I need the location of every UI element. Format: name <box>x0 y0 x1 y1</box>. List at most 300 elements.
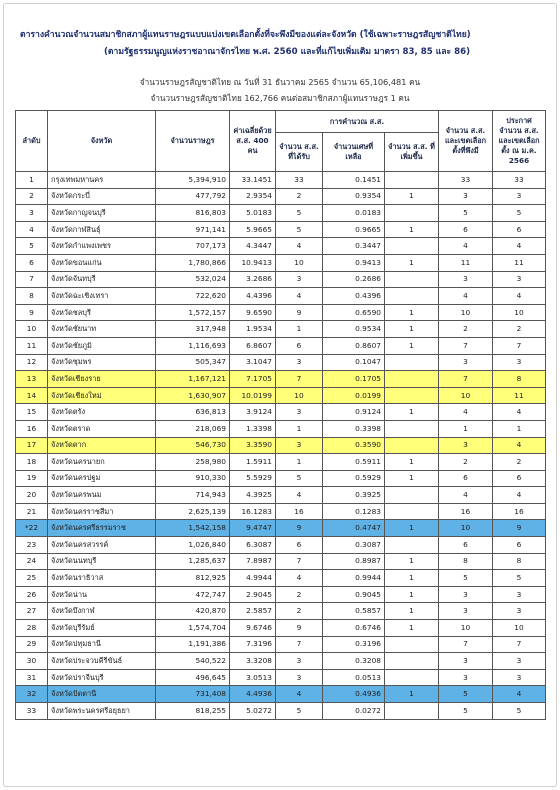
cell-extra <box>385 703 439 720</box>
cell-no: 4 <box>16 221 48 238</box>
cell-population: 477,792 <box>156 188 230 205</box>
cell-remainder: 0.1705 <box>323 371 385 388</box>
cell-avg: 1.5911 <box>230 454 276 471</box>
cell-seats: 3 <box>276 669 323 686</box>
cell-population: 1,542,158 <box>156 520 230 537</box>
cell-extra: 1 <box>385 603 439 620</box>
cell-population: 1,630,907 <box>156 387 230 404</box>
cell-extra <box>385 387 439 404</box>
cell-population: 971,141 <box>156 221 230 238</box>
cell-districts: 10 <box>439 387 493 404</box>
cell-districts: 10 <box>439 304 493 321</box>
cell-seats: 4 <box>276 487 323 504</box>
cell-avg: 7.8987 <box>230 553 276 570</box>
cell-seats: 2 <box>276 603 323 620</box>
cell-avg: 3.1047 <box>230 354 276 371</box>
cell-province: จังหวัดนครปฐม <box>48 470 156 487</box>
cell-extra <box>385 238 439 255</box>
cell-districts: 6 <box>439 537 493 554</box>
cell-districts: 4 <box>439 288 493 305</box>
cell-announced: 6 <box>493 537 546 554</box>
cell-districts: 3 <box>439 188 493 205</box>
cell-announced: 9 <box>493 520 546 537</box>
cell-no: 2 <box>16 188 48 205</box>
cell-avg: 5.9665 <box>230 221 276 238</box>
cell-seats: 4 <box>276 686 323 703</box>
cell-province: จังหวัดนครราชสีมา <box>48 503 156 520</box>
cell-districts: 3 <box>439 271 493 288</box>
table-row <box>16 337 546 354</box>
table-row <box>16 553 546 570</box>
table-row <box>16 238 546 255</box>
cell-seats: 3 <box>276 437 323 454</box>
header-seats: จำนวน ส.ส. ที่ได้รับ <box>276 133 323 172</box>
cell-seats: 9 <box>276 620 323 637</box>
cell-no: 25 <box>16 570 48 587</box>
table-row <box>16 354 546 371</box>
cell-extra <box>385 537 439 554</box>
header-remainder: จำนวนเศษที่เหลือ <box>323 133 385 172</box>
cell-seats: 5 <box>276 703 323 720</box>
cell-announced: 3 <box>493 586 546 603</box>
table-row <box>16 703 546 720</box>
cell-province: จังหวัดปัตตานี <box>48 686 156 703</box>
cell-province: จังหวัดนนทบุรี <box>48 553 156 570</box>
cell-extra <box>385 172 439 189</box>
cell-extra <box>385 354 439 371</box>
cell-population: 1,572,157 <box>156 304 230 321</box>
cell-avg: 7.3196 <box>230 636 276 653</box>
info-line-2: จำนวนราษฎรสัญชาติไทย 162,766 คนต่อสมาชิกสภาผู้แทนราษฎร 1 คน <box>150 93 410 103</box>
cell-avg: 4.3447 <box>230 238 276 255</box>
table-row <box>16 404 546 421</box>
cell-avg: 2.9354 <box>230 188 276 205</box>
cell-seats: 9 <box>276 304 323 321</box>
cell-no: 1 <box>16 172 48 189</box>
table-row <box>16 537 546 554</box>
cell-extra <box>385 636 439 653</box>
cell-province: จังหวัดนราธิวาส <box>48 570 156 587</box>
cell-population: 472,747 <box>156 586 230 603</box>
cell-avg: 3.0513 <box>230 669 276 686</box>
header-extra: จำนวน ส.ส. ที่เพิ่มขึ้น <box>385 133 439 172</box>
table-row <box>16 653 546 670</box>
cell-seats: 3 <box>276 354 323 371</box>
cell-population: 1,780,866 <box>156 254 230 271</box>
table-row <box>16 620 546 637</box>
cell-districts: 2 <box>439 321 493 338</box>
cell-avg: 6.8607 <box>230 337 276 354</box>
cell-districts: 7 <box>439 636 493 653</box>
table-row <box>16 586 546 603</box>
cell-districts: 5 <box>439 570 493 587</box>
cell-districts: 2 <box>439 454 493 471</box>
cell-districts: 7 <box>439 337 493 354</box>
cell-districts: 8 <box>439 553 493 570</box>
cell-districts: 3 <box>439 437 493 454</box>
cell-avg: 3.9124 <box>230 404 276 421</box>
cell-announced: 3 <box>493 188 546 205</box>
cell-population: 2,625,139 <box>156 503 230 520</box>
cell-population: 1,574,704 <box>156 620 230 637</box>
cell-announced: 16 <box>493 503 546 520</box>
cell-announced: 2 <box>493 454 546 471</box>
cell-remainder: 0.9413 <box>323 254 385 271</box>
title-line-2: (ตามรัฐธรรมนูญแห่งราชอาณาจักรไทย พ.ศ. 2560 และที่แก้ไขเพิ่มเติม มาตรา 83, 85 และ 86) <box>104 47 471 57</box>
cell-seats: 2 <box>276 188 323 205</box>
cell-announced: 3 <box>493 669 546 686</box>
cell-population: 816,803 <box>156 205 230 222</box>
cell-avg: 33.1451 <box>230 172 276 189</box>
cell-extra <box>385 669 439 686</box>
table-row <box>16 603 546 620</box>
cell-extra: 1 <box>385 321 439 338</box>
cell-remainder: 0.1451 <box>323 172 385 189</box>
cell-districts: 6 <box>439 221 493 238</box>
table-row <box>16 221 546 238</box>
cell-no: 32 <box>16 686 48 703</box>
cell-announced: 1 <box>493 420 546 437</box>
cell-seats: 3 <box>276 271 323 288</box>
cell-province: จังหวัดปราจีนบุรี <box>48 669 156 686</box>
cell-announced: 10 <box>493 620 546 637</box>
table-row <box>16 470 546 487</box>
cell-avg: 4.4936 <box>230 686 276 703</box>
cell-remainder: 0.4936 <box>323 686 385 703</box>
cell-extra: 1 <box>385 404 439 421</box>
table-body <box>16 172 546 720</box>
header-calc-group: การคำนวณ ส.ส. <box>276 111 439 133</box>
cell-no: 7 <box>16 271 48 288</box>
cell-province: จังหวัดจันทบุรี <box>48 271 156 288</box>
table-row <box>16 570 546 587</box>
cell-seats: 3 <box>276 653 323 670</box>
cell-districts: 3 <box>439 586 493 603</box>
cell-province: จังหวัดเชียงราย <box>48 371 156 388</box>
cell-province: จังหวัดชุมพร <box>48 354 156 371</box>
cell-province: จังหวัดขอนแก่น <box>48 254 156 271</box>
cell-no: 15 <box>16 404 48 421</box>
cell-announced: 8 <box>493 371 546 388</box>
cell-extra: 1 <box>385 254 439 271</box>
cell-remainder: 0.3447 <box>323 238 385 255</box>
document-title <box>20 27 545 61</box>
cell-extra <box>385 371 439 388</box>
cell-announced: 7 <box>493 337 546 354</box>
cell-remainder: 0.9534 <box>323 321 385 338</box>
cell-population: 722,620 <box>156 288 230 305</box>
cell-no: 3 <box>16 205 48 222</box>
cell-avg: 2.5857 <box>230 603 276 620</box>
cell-population: 910,330 <box>156 470 230 487</box>
cell-announced: 4 <box>493 288 546 305</box>
cell-remainder: 0.3925 <box>323 487 385 504</box>
cell-extra: 1 <box>385 470 439 487</box>
cell-population: 258,980 <box>156 454 230 471</box>
cell-no: 31 <box>16 669 48 686</box>
cell-no: 8 <box>16 288 48 305</box>
cell-seats: 5 <box>276 221 323 238</box>
cell-province: จังหวัดปทุมธานี <box>48 636 156 653</box>
cell-no: 16 <box>16 420 48 437</box>
header-province: จังหวัด <box>48 111 156 172</box>
table-row <box>16 503 546 520</box>
cell-no: *22 <box>16 520 48 537</box>
cell-announced: 7 <box>493 636 546 653</box>
cell-announced: 5 <box>493 570 546 587</box>
cell-announced: 11 <box>493 254 546 271</box>
cell-province: จังหวัดชัยนาท <box>48 321 156 338</box>
cell-no: 11 <box>16 337 48 354</box>
cell-announced: 4 <box>493 238 546 255</box>
cell-province: จังหวัดนครศรีธรรมราช <box>48 520 156 537</box>
cell-province: จังหวัดกระบี่ <box>48 188 156 205</box>
cell-population: 5,394,910 <box>156 172 230 189</box>
cell-population: 812,925 <box>156 570 230 587</box>
cell-province: จังหวัดตรัง <box>48 404 156 421</box>
cell-districts: 7 <box>439 371 493 388</box>
table-row <box>16 271 546 288</box>
cell-province: จังหวัดตราด <box>48 420 156 437</box>
table-row <box>16 371 546 388</box>
cell-seats: 6 <box>276 537 323 554</box>
cell-extra: 1 <box>385 337 439 354</box>
cell-remainder: 0.9045 <box>323 586 385 603</box>
cell-remainder: 0.0272 <box>323 703 385 720</box>
cell-districts: 5 <box>439 205 493 222</box>
header-no: ลำดับ <box>16 111 48 172</box>
cell-remainder: 0.0513 <box>323 669 385 686</box>
cell-population: 1,285,637 <box>156 553 230 570</box>
cell-extra: 1 <box>385 304 439 321</box>
table-row <box>16 437 546 454</box>
cell-seats: 1 <box>276 420 323 437</box>
cell-announced: 3 <box>493 603 546 620</box>
table-row <box>16 321 546 338</box>
cell-no: 21 <box>16 503 48 520</box>
cell-extra: 1 <box>385 553 439 570</box>
cell-no: 27 <box>16 603 48 620</box>
cell-avg: 5.0183 <box>230 205 276 222</box>
cell-avg: 4.9944 <box>230 570 276 587</box>
table-row <box>16 636 546 653</box>
header-announced: ประกาศ จำนวน ส.ส. และเขตเลือกตั้ง ณ ม.ค. 2566 <box>493 111 546 172</box>
cell-seats: 4 <box>276 570 323 587</box>
table-row <box>16 669 546 686</box>
cell-province: จังหวัดประจวบคีรีขันธ์ <box>48 653 156 670</box>
cell-no: 13 <box>16 371 48 388</box>
cell-avg: 9.6746 <box>230 620 276 637</box>
cell-avg: 6.3087 <box>230 537 276 554</box>
cell-no: 33 <box>16 703 48 720</box>
cell-extra <box>385 205 439 222</box>
cell-avg: 1.9534 <box>230 321 276 338</box>
cell-seats: 4 <box>276 238 323 255</box>
cell-no: 14 <box>16 387 48 404</box>
cell-extra: 1 <box>385 188 439 205</box>
table-row <box>16 172 546 189</box>
cell-population: 1,026,840 <box>156 537 230 554</box>
cell-population: 1,167,121 <box>156 371 230 388</box>
cell-districts: 3 <box>439 669 493 686</box>
cell-seats: 3 <box>276 404 323 421</box>
cell-population: 818,255 <box>156 703 230 720</box>
cell-province: จังหวัดกาฬสินธุ์ <box>48 221 156 238</box>
cell-announced: 6 <box>493 221 546 238</box>
cell-remainder: 0.3590 <box>323 437 385 454</box>
cell-remainder: 0.4396 <box>323 288 385 305</box>
cell-seats: 4 <box>276 288 323 305</box>
cell-extra <box>385 288 439 305</box>
cell-announced: 4 <box>493 404 546 421</box>
cell-extra <box>385 503 439 520</box>
cell-no: 17 <box>16 437 48 454</box>
cell-announced: 8 <box>493 553 546 570</box>
header-avg: ค่าเฉลี่ยด้วย ส.ส. 400 คน <box>230 111 276 172</box>
cell-no: 19 <box>16 470 48 487</box>
table-row <box>16 254 546 271</box>
cell-districts: 10 <box>439 520 493 537</box>
cell-announced: 4 <box>493 487 546 504</box>
cell-province: จังหวัดน่าน <box>48 586 156 603</box>
cell-districts: 4 <box>439 238 493 255</box>
cell-remainder: 0.9944 <box>323 570 385 587</box>
cell-province: จังหวัดบุรีรัมย์ <box>48 620 156 637</box>
cell-seats: 10 <box>276 254 323 271</box>
cell-seats: 6 <box>276 337 323 354</box>
cell-province: จังหวัดบึงกาฬ <box>48 603 156 620</box>
cell-avg: 3.3208 <box>230 653 276 670</box>
cell-avg: 10.0199 <box>230 387 276 404</box>
cell-announced: 3 <box>493 354 546 371</box>
cell-avg: 9.6590 <box>230 304 276 321</box>
cell-remainder: 0.5857 <box>323 603 385 620</box>
table-row <box>16 387 546 404</box>
cell-avg: 5.0272 <box>230 703 276 720</box>
cell-seats: 7 <box>276 636 323 653</box>
cell-districts: 4 <box>439 404 493 421</box>
cell-remainder: 0.0199 <box>323 387 385 404</box>
cell-extra <box>385 271 439 288</box>
cell-remainder: 0.3398 <box>323 420 385 437</box>
cell-province: จังหวัดนครสวรรค์ <box>48 537 156 554</box>
cell-population: 532,024 <box>156 271 230 288</box>
cell-announced: 6 <box>493 470 546 487</box>
table-row <box>16 304 546 321</box>
cell-announced: 3 <box>493 271 546 288</box>
cell-population: 317,948 <box>156 321 230 338</box>
cell-seats: 5 <box>276 205 323 222</box>
cell-extra: 1 <box>385 520 439 537</box>
cell-no: 12 <box>16 354 48 371</box>
cell-remainder: 0.5929 <box>323 470 385 487</box>
cell-province: จังหวัดชลบุรี <box>48 304 156 321</box>
cell-population: 218,069 <box>156 420 230 437</box>
cell-population: 731,408 <box>156 686 230 703</box>
cell-avg: 3.2686 <box>230 271 276 288</box>
cell-extra: 1 <box>385 620 439 637</box>
cell-seats: 5 <box>276 470 323 487</box>
cell-population: 496,645 <box>156 669 230 686</box>
cell-districts: 6 <box>439 470 493 487</box>
cell-extra: 1 <box>385 686 439 703</box>
cell-no: 6 <box>16 254 48 271</box>
cell-seats: 10 <box>276 387 323 404</box>
cell-remainder: 0.5911 <box>323 454 385 471</box>
cell-avg: 10.9413 <box>230 254 276 271</box>
table-row <box>16 487 546 504</box>
cell-districts: 3 <box>439 653 493 670</box>
cell-remainder: 0.1047 <box>323 354 385 371</box>
cell-province: จังหวัดเชียงใหม่ <box>48 387 156 404</box>
cell-remainder: 0.8607 <box>323 337 385 354</box>
cell-population: 1,116,693 <box>156 337 230 354</box>
cell-announced: 5 <box>493 703 546 720</box>
cell-avg: 4.3925 <box>230 487 276 504</box>
cell-avg: 3.3590 <box>230 437 276 454</box>
cell-seats: 2 <box>276 586 323 603</box>
cell-province: จังหวัดนครพนม <box>48 487 156 504</box>
cell-province: จังหวัดฉะเชิงเทรา <box>48 288 156 305</box>
info-line-1: จำนวนราษฎรสัญชาติไทย ณ วันที่ 31 ธันวาคม 2565 จำนวน 65,106,481 คน <box>139 77 421 87</box>
cell-population: 1,191,386 <box>156 636 230 653</box>
cell-no: 20 <box>16 487 48 504</box>
cell-districts: 4 <box>439 487 493 504</box>
cell-no: 30 <box>16 653 48 670</box>
cell-districts: 3 <box>439 603 493 620</box>
cell-no: 10 <box>16 321 48 338</box>
cell-no: 23 <box>16 537 48 554</box>
cell-province: จังหวัดตาก <box>48 437 156 454</box>
cell-province: จังหวัดพระนครศรีอยุธยา <box>48 703 156 720</box>
cell-extra: 1 <box>385 586 439 603</box>
cell-districts: 1 <box>439 420 493 437</box>
cell-seats: 9 <box>276 520 323 537</box>
cell-avg: 9.4747 <box>230 520 276 537</box>
cell-avg: 2.9045 <box>230 586 276 603</box>
seat-allocation-table <box>15 110 546 720</box>
header-population: จำนวนราษฎร <box>156 111 230 172</box>
cell-no: 18 <box>16 454 48 471</box>
cell-extra <box>385 487 439 504</box>
cell-extra: 1 <box>385 570 439 587</box>
cell-seats: 1 <box>276 454 323 471</box>
cell-population: 505,347 <box>156 354 230 371</box>
cell-remainder: 0.6746 <box>323 620 385 637</box>
cell-remainder: 0.2686 <box>323 271 385 288</box>
cell-districts: 5 <box>439 703 493 720</box>
cell-districts: 11 <box>439 254 493 271</box>
cell-extra: 1 <box>385 454 439 471</box>
cell-remainder: 0.9665 <box>323 221 385 238</box>
table-row <box>16 420 546 437</box>
cell-districts: 33 <box>439 172 493 189</box>
cell-population: 420,870 <box>156 603 230 620</box>
cell-extra <box>385 420 439 437</box>
header-districts: จำนวน ส.ส. และเขตเลือกตั้งที่พึงมี <box>439 111 493 172</box>
cell-announced: 2 <box>493 321 546 338</box>
cell-remainder: 0.0183 <box>323 205 385 222</box>
cell-remainder: 0.4747 <box>323 520 385 537</box>
cell-province: กรุงเทพมหานคร <box>48 172 156 189</box>
cell-avg: 16.1283 <box>230 503 276 520</box>
cell-remainder: 0.3087 <box>323 537 385 554</box>
cell-remainder: 0.9354 <box>323 188 385 205</box>
cell-districts: 16 <box>439 503 493 520</box>
cell-no: 28 <box>16 620 48 637</box>
cell-no: 24 <box>16 553 48 570</box>
cell-seats: 7 <box>276 371 323 388</box>
